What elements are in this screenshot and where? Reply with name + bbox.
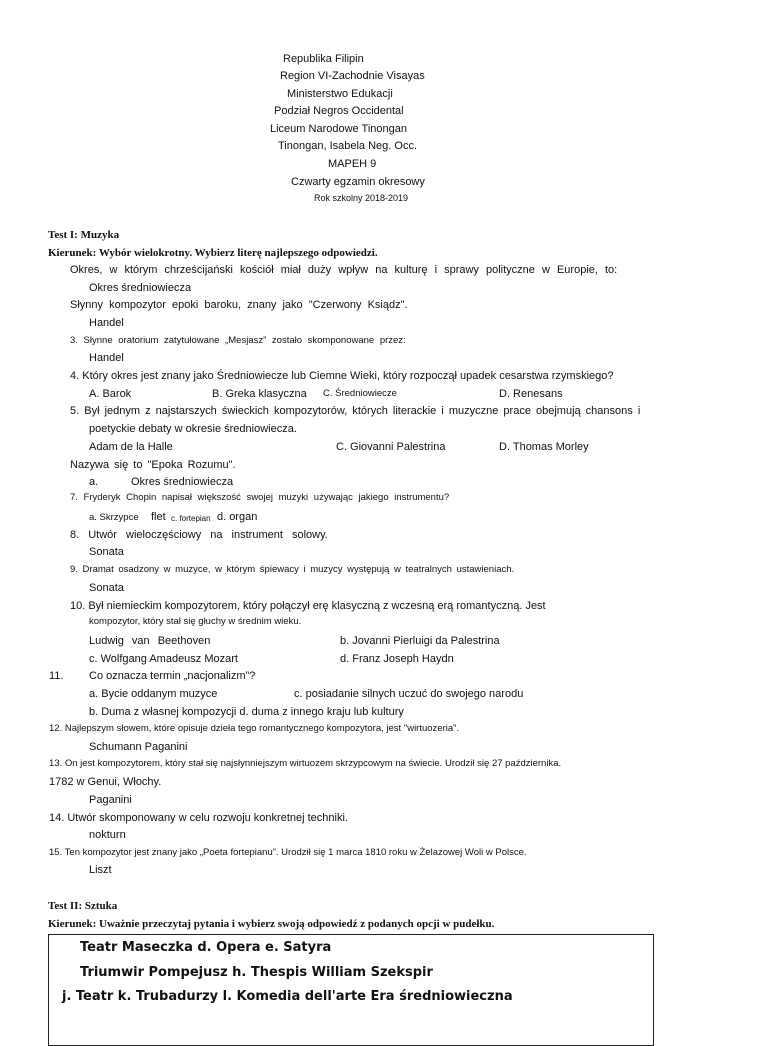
header-address: Tinongan, Isabela Neg. Occ. bbox=[278, 140, 418, 152]
question-7: 7. Fryderyk Chopin napisał większość swojej muzyki używając jakiego instrumentu? bbox=[70, 492, 450, 503]
header-republic: Republika Filipin bbox=[283, 53, 364, 65]
answer-15: Liszt bbox=[89, 864, 112, 876]
option-4b: B. Greka klasyczna bbox=[212, 388, 307, 400]
option-7a: a. Skrzypce bbox=[89, 512, 139, 523]
question-15: 15. Ten kompozytor jest znany jako „Poeta fortepianu”. Urodził się 1 marca 1810 roku w Żelazowej Woli w Polsce. bbox=[49, 847, 527, 858]
test1-title: Test I: Muzyka bbox=[48, 229, 120, 241]
question-10-cont: kompozytor, który stał się głuchy w średnim wieku. bbox=[89, 616, 302, 627]
header-ministry: Ministerstwo Edukacji bbox=[287, 88, 393, 100]
header-exam-title: Czwarty egzamin okresowy bbox=[291, 176, 425, 188]
option-11b-11d: b. Duma z własnej kompozycji d. duma z innego kraju lub kultury bbox=[89, 706, 404, 718]
option-4c: C. Średniowiecze bbox=[323, 388, 397, 399]
answer-2: Handel bbox=[89, 317, 124, 329]
question-13: 13. On jest kompozytorem, który stał się najsłynniejszym wirtuozem skrzypcowym na świecie. Urodził się 27 października. bbox=[49, 758, 562, 769]
answer-3: Handel bbox=[89, 352, 124, 364]
answer-14: nokturn bbox=[89, 829, 126, 841]
option-7b: flet bbox=[151, 511, 166, 523]
question-3: 3. Słynne oratorium zatytułowane „Mesjasz” zostało skomponowane przez: bbox=[70, 335, 406, 346]
header-division: Podział Negros Occidental bbox=[274, 105, 404, 117]
option-7c: c. fortepian bbox=[171, 514, 211, 523]
question-5: 5. Był jednym z najstarszych świeckich kompozytorów, których literackie i muzyczne prace obejmują chansons i bbox=[70, 405, 641, 417]
question-1: Okres, w którym chrześcijański kościół miał duży wpływ na kulturę i sprawy polityczne w Europie, to: bbox=[70, 264, 618, 276]
answer-1: Okres średniowiecza bbox=[89, 282, 192, 294]
answer-options-box bbox=[48, 934, 654, 1046]
box-line-3: j. Teatr k. Trubadurzy l. Komedia dell'arte Era średniowieczna bbox=[62, 989, 513, 1004]
option-6a-letter: a. bbox=[89, 476, 99, 488]
question-6: Nazywa się to "Epoka Rozumu". bbox=[70, 459, 236, 471]
question-8: 8. Utwór wieloczęściowy na instrument solowy. bbox=[70, 529, 328, 541]
option-10d: d. Franz Joseph Haydn bbox=[340, 653, 454, 665]
option-11c: c. posiadanie silnych uczuć do swojego narodu bbox=[294, 688, 524, 700]
option-7d: d. organ bbox=[217, 511, 258, 523]
option-5d: D. Thomas Morley bbox=[499, 441, 589, 453]
option-5a: Adam de la Halle bbox=[89, 441, 173, 453]
question-5-cont: poetyckie debaty w okresie średniowiecza. bbox=[89, 423, 297, 435]
answer-8: Sonata bbox=[89, 546, 124, 558]
question-2: Słynny kompozytor epoki baroku, znany jako "Czerwony Ksiądz". bbox=[70, 299, 408, 311]
option-5c: C. Giovanni Palestrina bbox=[336, 441, 446, 453]
option-4d: D. Renesans bbox=[499, 388, 563, 400]
option-11a: a. Bycie oddanym muzyce bbox=[89, 688, 218, 700]
question-14: 14. Utwór skomponowany w celu rozwoju konkretnej techniki. bbox=[49, 812, 348, 824]
question-4: 4. Który okres jest znany jako Średniowiecze lub Ciemne Wieki, który rozpoczął upadek cesarstwa rzymskiego? bbox=[70, 370, 614, 382]
header-subject: MAPEH 9 bbox=[328, 158, 377, 170]
question-10: 10. Był niemieckim kompozytorem, który połączył erę klasyczną z wczesną erą romantyczną. Jest bbox=[70, 600, 546, 612]
option-6a: Okres średniowiecza bbox=[131, 476, 234, 488]
answer-12: Schumann Paganini bbox=[89, 741, 188, 753]
box-line-1: Teatr Maseczka d. Opera e. Satyra bbox=[80, 940, 332, 955]
header-school: Liceum Narodowe Tinongan bbox=[270, 123, 407, 135]
question-12: 12. Najlepszym słowem, które opisuje dzieła tego romantycznego kompozytora, jest "wirtuozeria". bbox=[49, 723, 460, 734]
option-10c: c. Wolfgang Amadeusz Mozart bbox=[89, 653, 238, 665]
option-10a: Ludwig van Beethoven bbox=[89, 635, 211, 647]
test2-title: Test II: Sztuka bbox=[48, 900, 118, 912]
box-line-2: Triumwir Pompejusz h. Thespis William Szekspir bbox=[80, 965, 433, 980]
test1-instruction: Kierunek: Wybór wielokrotny. Wybierz literę najlepszego odpowiedzi. bbox=[48, 247, 378, 259]
header-school-year: Rok szkolny 2018-2019 bbox=[314, 193, 409, 203]
header-region: Region VI-Zachodnie Visayas bbox=[280, 70, 425, 82]
question-11-number: 11. bbox=[49, 670, 64, 682]
question-11: Co oznacza termin „nacjonalizm”? bbox=[89, 670, 256, 682]
answer-13: Paganini bbox=[89, 794, 132, 806]
question-9: 9. Dramat osadzony w muzyce, w którym śpiewacy i muzycy występują w teatralnych ustawieniach. bbox=[70, 564, 515, 575]
option-10b: b. Jovanni Pierluigi da Palestrina bbox=[340, 635, 500, 647]
question-13-cont: 1782 w Genui, Włochy. bbox=[49, 776, 162, 788]
answer-9: Sonata bbox=[89, 582, 124, 594]
test2-instruction: Kierunek: Uważnie przeczytaj pytania i wybierz swoją odpowiedź z podanych opcji w pudełku. bbox=[48, 918, 495, 930]
option-4a: A. Barok bbox=[89, 388, 132, 400]
